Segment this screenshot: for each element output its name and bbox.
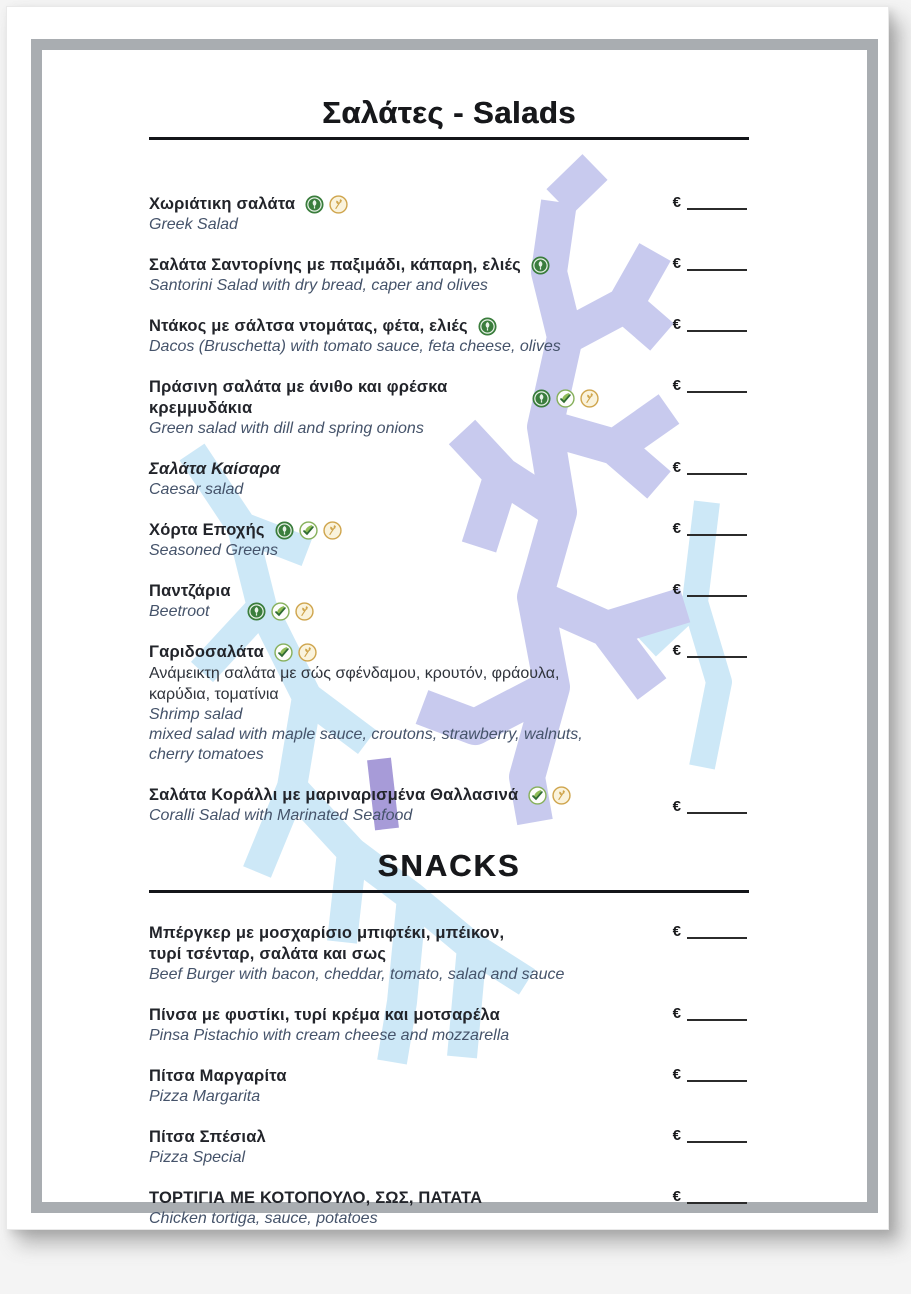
menu-item [149,1127,749,1168]
euro-symbol: € [672,194,681,211]
item-head [149,316,599,337]
item-greek-name [149,520,265,541]
item-head [149,459,599,480]
gluten-wheat-icon [329,195,348,214]
price-field [673,460,747,475]
vegan-icon [532,389,551,408]
price-blank-line [687,319,747,332]
dietary-badges [532,389,599,408]
vegan-icon [478,317,497,336]
item-head [149,520,599,541]
item-head [149,1066,599,1087]
item-english-name: mixed salad with maple sauce, croutons, strawberry, walnuts, cherry tomatoes [149,726,583,763]
item-english-name: Pizza Special [149,1149,246,1166]
item-english-name: Chicken tortiga, sauce, potatoes [149,1210,378,1227]
item-head [149,194,599,215]
price-blank-line [687,1069,747,1082]
item-head [149,1005,599,1026]
item-greek-name [149,1127,266,1148]
greek-name-line: ΤΟΡΤΙΓΙΑ ΜΕ ΚΟΤΟΠΟΥΛΟ, ΣΩΣ, ΠΑΤΑΤΑ [149,1189,483,1207]
price-blank-line [687,462,747,475]
item-head [149,581,599,602]
menu-item [149,520,749,561]
item-english-name: Pizza Margarita [149,1088,261,1105]
item-greek-name [149,316,468,337]
euro-symbol: € [672,642,681,659]
item-english-name: Beetroot [149,603,210,620]
vegan-icon [275,521,294,540]
menu-item [149,923,749,985]
item-english-name: Coralli Salad with Marinated Seafood [149,807,413,824]
item-greek-name [149,1005,500,1026]
menu-section-salads [149,95,749,826]
price-blank-line [687,523,747,536]
euro-symbol: € [672,459,681,476]
menu-content [149,95,749,1249]
item-english-name: Dacos (Bruschetta) with tomato sauce, feta cheese, olives [149,338,561,355]
greek-name-line: Μπέργκερ με μοσχαρίσιο μπιφτέκι, μπέικον, [149,924,505,942]
euro-symbol: € [672,1066,681,1083]
price-blank-line [687,645,747,658]
dietary-badges [247,602,314,621]
item-head [149,1188,599,1209]
greek-name-line: Γαριδοσαλάτα [149,643,264,661]
menu-section-snacks [149,848,749,1229]
price-field [673,317,747,332]
price-blank-line [687,926,747,939]
greek-name-line: Πίνσα με φυστίκι, τυρί κρέμα και μοτσαρέλα [149,1006,501,1024]
greek-name-line: Σαλάτα Κοράλλι με μαριναρισμένα Θαλλασινά [149,786,519,804]
item-head [149,642,599,663]
section-title: SNACKS [149,848,749,893]
item-english-name: Pinsa Pistachio with cream cheese and mozzarella [149,1027,510,1044]
item-head [149,255,599,276]
gluten-wheat-icon [580,389,599,408]
item-english-name: Caesar salad [149,481,244,498]
price-field [673,1067,747,1082]
price-field [673,256,747,271]
item-greek-name [149,642,264,663]
dietary-badges [305,195,348,214]
item-greek-name [149,194,295,215]
menu-item [149,785,749,826]
item-greek-name [149,459,280,480]
price-blank-line [687,258,747,271]
vegetarian-check-icon [274,643,293,662]
gluten-wheat-icon [295,602,314,621]
item-head [149,377,599,419]
menu-item [149,377,749,439]
vegan-icon [531,256,550,275]
price-field [673,1189,747,1204]
greek-name-line: Παντζάρια [149,582,231,600]
item-english-name: Green salad with dill and spring onions [149,420,424,437]
vegetarian-check-icon [528,786,547,805]
menu-item [149,1066,749,1107]
euro-symbol: € [672,316,681,333]
dietary-badges [274,643,317,662]
vegetarian-check-icon [271,602,290,621]
item-head [149,785,599,806]
euro-symbol: € [672,377,681,394]
greek-name-line: τυρί τσένταρ, σαλάτα και σως [149,945,387,963]
price-blank-line [687,1191,747,1204]
menu-item [149,255,749,296]
vegan-icon [247,602,266,621]
item-greek-name [149,923,504,965]
menu-item [149,316,749,357]
price-field [673,1128,747,1143]
euro-symbol: € [672,923,681,940]
price-field [673,195,747,210]
euro-symbol: € [672,520,681,537]
price-blank-line [687,1008,747,1021]
price-blank-line [687,380,747,393]
item-english-name: Greek Salad [149,216,238,233]
dietary-badges [275,521,342,540]
menu-page [6,6,889,1230]
gluten-wheat-icon [323,521,342,540]
item-head [149,923,599,965]
greek-name-line: Σαλάτα Σαντορίνης με παξιμάδι, κάπαρη, ελιές [149,256,521,274]
item-greek-name [149,377,522,419]
greek-name-line: Σαλάτα Καίσαρα [149,460,281,478]
euro-symbol: € [672,1127,681,1144]
price-field [673,924,747,939]
menu-item-list [149,923,749,1229]
greek-name-line: Πράσινη σαλάτα με άνιθο και φρέσκα κρεμμυδάκια [149,378,448,417]
item-greek-name [149,785,518,806]
vegetarian-check-icon [299,521,318,540]
item-greek-description: Ανάμεικτη σαλάτα με σώς σφένδαμου, κρουτόν, φράουλα, καρύδια, τοματίνια [149,665,560,703]
price-blank-line [687,801,747,814]
dietary-badges [528,786,571,805]
greek-name-line: Πίτσα Σπέσιαλ [149,1128,266,1146]
euro-symbol: € [672,581,681,598]
gluten-wheat-icon [298,643,317,662]
euro-symbol: € [672,1005,681,1022]
price-field [673,643,747,658]
item-greek-name [149,255,521,276]
menu-item-list [149,194,749,826]
price-blank-line [687,1130,747,1143]
dietary-badges [478,317,497,336]
section-title: Σαλάτες - Salads [149,95,749,140]
item-english-name: Beef Burger with bacon, cheddar, tomato, salad and sauce [149,966,565,983]
item-head [149,1127,599,1148]
gluten-wheat-icon [552,786,571,805]
menu-item [149,1005,749,1046]
euro-symbol: € [672,255,681,272]
menu-item [149,194,749,235]
price-field [673,799,747,814]
menu-item [149,581,749,622]
item-english-name: Seasoned Greens [149,542,278,559]
menu-item [149,1188,749,1229]
price-blank-line [687,197,747,210]
item-english-name: Santorini Salad with dry bread, caper and olives [149,277,488,294]
price-blank-line [687,584,747,597]
price-field [673,582,747,597]
item-english-name: Shrimp salad [149,706,243,723]
greek-name-line: Χόρτα Εποχής [149,521,265,539]
vegetarian-check-icon [556,389,575,408]
dietary-badges [531,256,550,275]
menu-item [149,642,749,765]
item-greek-name [149,581,231,602]
item-greek-name [149,1066,287,1087]
price-field [673,378,747,393]
price-field [673,521,747,536]
greek-name-line: Ντάκος με σάλτσα ντομάτας, φέτα, ελιές [149,317,468,335]
vegan-icon [305,195,324,214]
euro-symbol: € [672,1188,681,1205]
menu-item [149,459,749,500]
price-field [673,1006,747,1021]
greek-name-line: Χωριάτικη σαλάτα [149,195,296,213]
item-greek-name [149,1188,482,1209]
greek-name-line: Πίτσα Μαργαρίτα [149,1067,287,1085]
euro-symbol: € [672,798,681,815]
